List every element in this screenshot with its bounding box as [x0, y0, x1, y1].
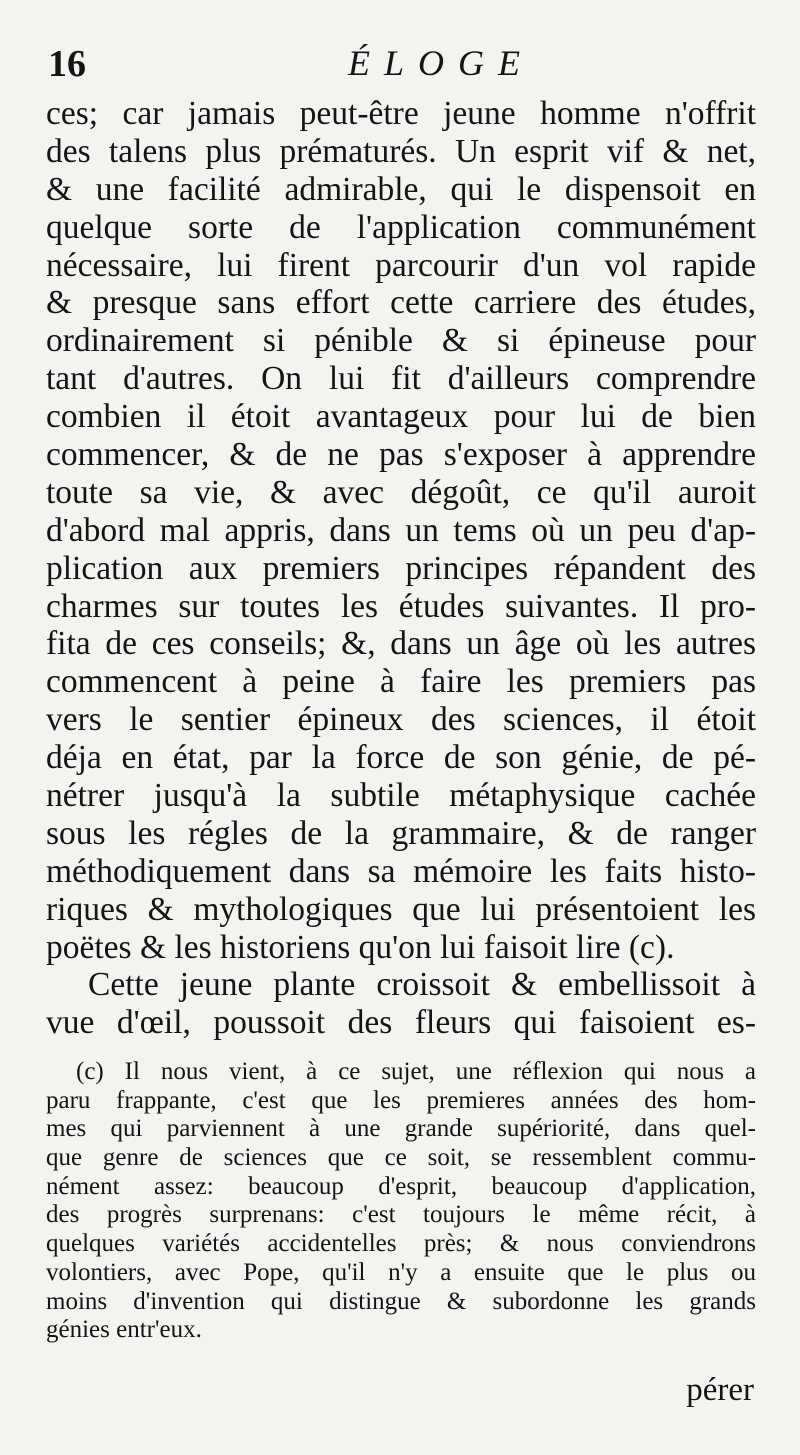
text-line: & presque sans effort cette carriere des études,: [46, 284, 756, 322]
text-line: d'abord mal appris, dans un tems où un peu d'ap-: [46, 511, 756, 549]
footnote-line: (c) Il nous vient, à ce sujet, une réflexion qui nous a: [76, 1058, 756, 1085]
text-line: méthodiquement dans sa mémoire les faits histo-: [46, 852, 756, 890]
catchword: pérer: [686, 1372, 754, 1408]
text-line: déja en état, par la force de son génie, de pé-: [46, 739, 756, 777]
text-line: Cette jeune plante croissoit & embellissoit à: [88, 966, 756, 1004]
text-line: commencer, & de ne pas s'exposer à apprendre: [46, 436, 756, 474]
text-line: nécessaire, lui firent parcourir d'un vol rapide: [46, 246, 756, 284]
text-line: & une facilité admirable, qui le dispensoit en: [46, 170, 756, 208]
text-line: riques & mythologiques que lui présentoient les: [46, 890, 756, 928]
footnote-line: moins d'invention qui distingue & subordonne les grands: [46, 1287, 756, 1315]
text-line: quelque sorte de l'application communément: [46, 208, 756, 246]
text-line: fita de ces conseils; &, dans un âge où les autres: [46, 625, 756, 663]
page-number: 16: [48, 43, 86, 85]
text-line: nétrer jusqu'à la subtile métaphysique cachée: [46, 777, 756, 815]
footnote-line: volontiers, avec Pope, qu'il n'y a ensuite que le plus ou: [46, 1258, 756, 1286]
footnote-line: génies entr'eux.: [46, 1316, 202, 1344]
text-line: des talens plus prématurés. Un esprit vif & net,: [46, 132, 756, 170]
footnote-line: mes qui parviennent à une grande supériorité, dans quel-: [46, 1115, 756, 1143]
text-line: vue d'œil, poussoit des fleurs qui faisoient es-: [46, 1004, 756, 1042]
footnote-line: que genre de sciences que ce soit, se ressemblent commu-: [46, 1144, 756, 1172]
footnote-line: des progrès surprenans: c'est toujours le même récit, à: [46, 1201, 756, 1229]
text-line: combien il étoit avantageux pour lui de bien: [46, 398, 756, 436]
text-line: plication aux premiers principes répandent des: [46, 549, 756, 587]
text-line: ordinairement si pénible & si épineuse pour: [46, 322, 756, 360]
text-line: vers le sentier épineux des sciences, il étoit: [46, 701, 756, 739]
footnote-line: paru frappante, c'est que les premieres années des hom-: [46, 1086, 756, 1114]
text-line: ces; car jamais peut-être jeune homme n'offrit: [46, 95, 756, 132]
text-line: tant d'autres. On lui fit d'ailleurs comprendre: [46, 360, 756, 398]
body-text: [46, 95, 756, 1042]
text-line: poëtes & les historiens qu'on lui faisoit lire (c).: [46, 928, 675, 966]
footnote: [46, 1058, 756, 1345]
footnote-line: nément assez: beaucoup d'esprit, beaucoup d'application,: [46, 1172, 756, 1200]
text-line: toute sa vie, & avec dégoût, ce qu'il auroit: [46, 473, 756, 511]
text-line: commencent à peine à faire les premiers pas: [46, 663, 756, 701]
running-head: ÉLOGE: [348, 43, 534, 83]
text-line: sous les régles de la grammaire, & de ranger: [46, 814, 756, 852]
text-line: charmes sur toutes les études suivantes. Il pro-: [46, 587, 756, 625]
page-header: [48, 42, 758, 90]
footnote-line: quelques variétés accidentelles près; & nous conviendrons: [46, 1230, 756, 1258]
